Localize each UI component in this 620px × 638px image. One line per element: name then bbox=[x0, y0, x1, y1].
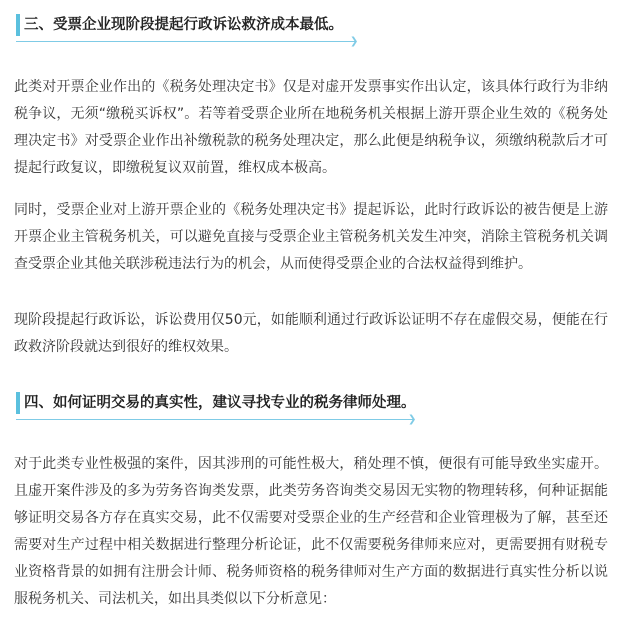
section-heading-4 bbox=[0, 388, 420, 425]
section-heading-3 bbox=[0, 10, 360, 47]
paragraph-4-1: 对于此类专业性极强的案件，因其涉刑的可能性极大，稍处理不慎，便很有可能导致坐实虚开。且虚开案件涉及的多为劳务咨询类发票，此类劳务咨询类交易因无实物的物理转移，何种证据能够证明交易各方存在真实交易，此不仅需要对受票企业的生产经营和企业管理极为了解，甚至还需要对生产过程中相关数据进行整理分析论证，此不仅需要税务律师来应对，更需要拥有财税专业资格背景的如拥有注册会计师、税务师资格的税务律师对生产方面的数据进行真实性分析以说服税务机关、司法机关，如出具类似以下分析意见： bbox=[14, 456, 608, 607]
heading-accent-bar bbox=[16, 392, 20, 414]
heading-underline bbox=[16, 419, 414, 420]
chevron-right-icon: ❯ bbox=[408, 414, 417, 425]
paragraph-3-3: 现阶段提起行政诉讼，诉讼费用仅50元，如能顺利通过行政诉讼证明不存在虚假交易，便能在行政救济阶段就达到很好的维权效果。 bbox=[14, 312, 608, 355]
heading-underline bbox=[16, 41, 356, 42]
chevron-right-icon: ❯ bbox=[350, 36, 359, 47]
heading-accent-bar bbox=[16, 14, 20, 36]
paragraph-3-1: 此类对开票企业作出的《税务处理决定书》仅是对虚开发票事实作出认定，该具体行政行为非纳税争议，无须“缴税买诉权”。若等着受票企业所在地税务机关根据上游开票企业生效的《税务处理决定书》对受票企业作出补缴税款的税务处理决定，那么此便是纳税争议，须缴纳税款后才可提起行政复议，即缴税复议双前置，维权成本极高。 bbox=[14, 79, 608, 176]
section-title-4: 四、如何证明交易的真实性，建议寻找专业的税务律师处理。 bbox=[24, 395, 416, 411]
paragraph-3-2: 同时，受票企业对上游开票企业的《税务处理决定书》提起诉讼，此时行政诉讼的被告便是上游开票企业主管税务机关，可以避免直接与受票企业主管税务机关发生冲突，消除主管税务机关调查受票企业其他关联涉税违法行为的机会，从而使得受票企业的合法权益得到维护。 bbox=[14, 202, 608, 272]
section-title-3: 三、受票企业现阶段提起行政诉讼救济成本最低。 bbox=[24, 17, 343, 33]
